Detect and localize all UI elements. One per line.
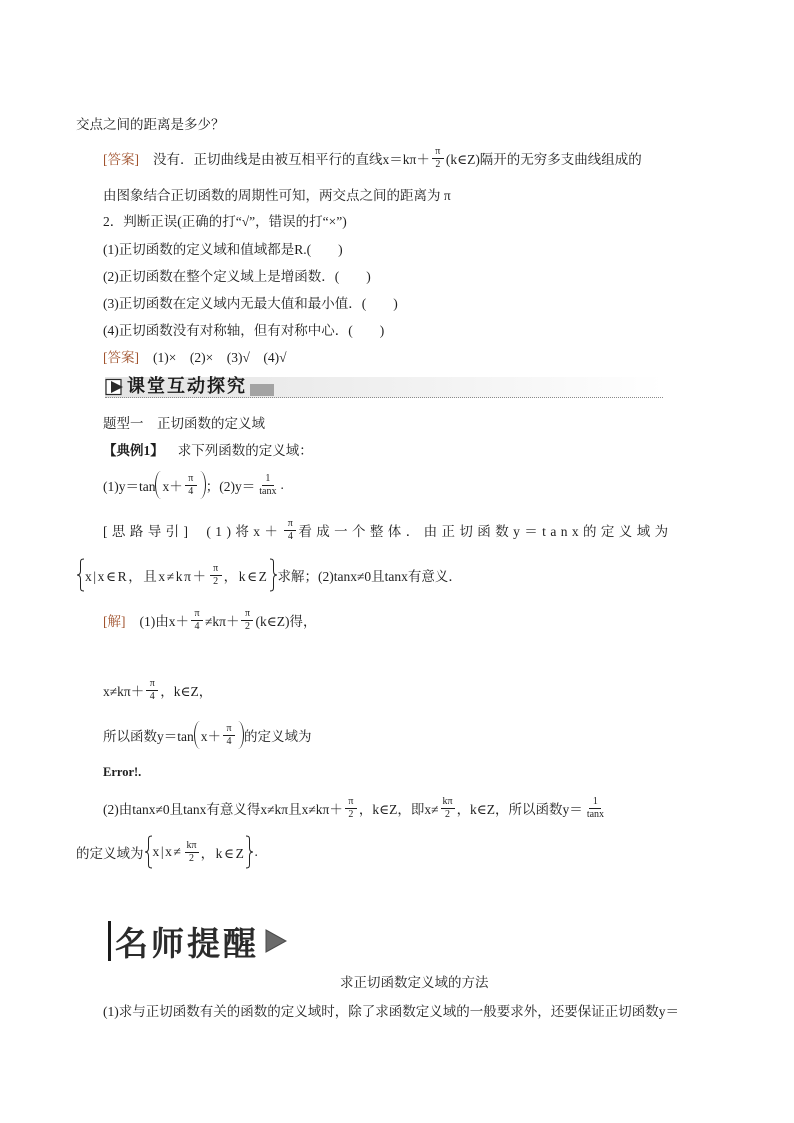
fraction-pi-over-2 — [210, 563, 222, 588]
section-banner — [105, 377, 663, 398]
solution-tag: [解] — [103, 614, 126, 629]
solution-text: (1)由x＋ — [139, 614, 189, 629]
judge-answer-line — [103, 339, 287, 373]
solution-line-3 — [103, 718, 312, 752]
fraction-kpi-over-2 — [185, 840, 199, 865]
solution-text: . — [254, 844, 258, 859]
fraction-numerator: π — [223, 723, 235, 736]
set-text: x|x∈R，且x≠kπ＋ — [85, 569, 208, 584]
fraction-denominator: 2 — [435, 158, 441, 170]
solution-text: (k∈Z)得， — [255, 614, 317, 629]
fraction-pi-over-4 — [185, 473, 197, 498]
question-text: 交点之间的距离是多少？ — [76, 117, 225, 132]
example-1-line — [103, 432, 313, 466]
fraction-denominator: 4 — [188, 485, 194, 497]
fraction-numerator: π — [210, 563, 222, 576]
fraction-numerator: π — [241, 608, 253, 621]
fraction-numerator: 1 — [589, 796, 601, 809]
right-brace — [245, 835, 254, 869]
fraction-pi-over-2 — [432, 146, 444, 171]
fraction-denominator: 4 — [149, 690, 155, 702]
left-paren — [155, 471, 161, 499]
fraction-numerator: π — [146, 678, 158, 691]
fraction-numerator: kπ — [186, 839, 197, 851]
hint-line — [103, 513, 673, 547]
fraction-pi-over-4 — [223, 723, 235, 748]
judge-title: 2．判断正误(正确的打“√”，错误的打“×”) — [103, 214, 347, 229]
math-text: ；(2)y＝ — [205, 479, 256, 494]
solution-text: x＋ — [200, 729, 221, 744]
solution-text: 的定义域为 — [244, 729, 312, 744]
hint-text: 求解；(2)tanx≠0且tanx有意义． — [277, 569, 462, 584]
fraction-pi-over-4 — [146, 678, 158, 703]
topic-title: 题型一 正切函数的定义域 — [103, 416, 265, 431]
left-paren — [194, 721, 200, 749]
math-text: . — [280, 477, 284, 492]
error-text: Error!. — [103, 764, 142, 779]
fraction-numerator: π — [345, 796, 357, 809]
fraction-denominator: 4 — [226, 735, 232, 747]
hint-text: 看成一个整体．由正切函数y＝tanx的定义域为 — [298, 524, 673, 539]
left-brace — [144, 835, 153, 869]
fraction-pi-over-2 — [345, 796, 357, 821]
fraction-pi-over-4 — [284, 518, 296, 543]
tip-heading — [108, 920, 287, 962]
example-1-functions — [103, 468, 284, 502]
right-brace — [269, 558, 278, 592]
solution-text: (2)由tanx≠0且tanx有意义得x≠kπ且x≠kπ＋ — [103, 802, 343, 817]
math-text: x＋ — [162, 479, 183, 494]
judge-item-text: (3)正切函数在定义域内无最大值和最小值．( ) — [103, 296, 398, 311]
example-prompt: 求下列函数的定义域： — [177, 443, 313, 458]
set-text: ，k∈Z — [223, 569, 269, 584]
solution-text: x≠kπ＋ — [103, 684, 145, 699]
fraction-1-over-tanx — [257, 473, 278, 498]
heading-bar — [108, 921, 111, 961]
fraction-numerator: π — [284, 518, 296, 531]
fraction-pi-over-2 — [241, 608, 253, 633]
prev-question-line — [76, 106, 225, 140]
hint-tag: [思路导引] — [103, 524, 193, 539]
banner-block — [250, 384, 274, 396]
fraction-denominator: 2 — [348, 808, 354, 820]
tip-title: 名师提醒 — [115, 923, 259, 963]
error-line — [103, 755, 141, 789]
fraction-denominator: 2 — [189, 852, 195, 864]
hint-line-2 — [76, 558, 462, 592]
math-text: (1)y＝tan — [103, 479, 156, 494]
fraction-numerator: π — [191, 608, 203, 621]
answer-text: 由图象结合正切函数的周期性可知，两交点之间的距离为 π — [103, 188, 451, 203]
fraction-kpi-over-2 — [441, 796, 455, 821]
answer-text: (k∈Z)隔开的无穷多支曲线组成的 — [445, 152, 642, 167]
answer-tag: [答案] — [103, 152, 139, 167]
set-text: x|x≠ — [152, 844, 183, 859]
play-box-icon — [105, 378, 125, 396]
tip-subtitle: 求正切函数定义域的方法 — [340, 975, 489, 990]
solution-text: ，k∈Z，即x≠ — [358, 802, 439, 817]
section-title: 课堂互动探究 — [127, 376, 247, 397]
answer-text: 没有．正切曲线是由被互相平行的直线x＝kπ＋ — [153, 152, 430, 167]
fraction-numerator: π — [185, 473, 197, 486]
fraction-denominator: tanx — [586, 808, 605, 820]
fraction-denominator: 4 — [287, 530, 293, 542]
solution-part2-line-1 — [103, 791, 608, 825]
fraction-denominator: 2 — [445, 808, 451, 820]
triangle-arrow-icon — [265, 929, 287, 953]
solution-line-2 — [103, 673, 212, 707]
judge-item-text: (1)正切函数的定义域和值域都是R.( ) — [103, 242, 343, 257]
fraction-denominator: 2 — [244, 620, 250, 632]
fraction-denominator: 4 — [194, 620, 200, 632]
set-text: ，k∈Z — [200, 846, 246, 861]
solution-text: 所以函数y＝tan — [103, 729, 194, 744]
left-brace — [76, 558, 85, 592]
judge-item-text: (2)正切函数在整个定义域上是增函数．( ) — [103, 269, 371, 284]
fraction-denominator: 2 — [213, 575, 219, 587]
solution-text: ，k∈Z， — [160, 684, 213, 699]
hint-text: (1)将x＋ — [206, 524, 283, 539]
tip-line-1 — [103, 993, 679, 1027]
fraction-pi-over-4 — [191, 608, 203, 633]
fraction-numerator: π — [432, 146, 444, 159]
solution-text: ≠kπ＋ — [205, 614, 240, 629]
fraction-numerator: kπ — [442, 795, 453, 807]
judge-item-text: (4)正切函数没有对称轴，但有对称中心．( ) — [103, 323, 385, 338]
answer-1-line — [103, 141, 642, 175]
solution-part2-line-2 — [76, 835, 258, 869]
answer-tag: [答案] — [103, 350, 139, 365]
example-tag: 【典例1】 — [103, 443, 164, 458]
fraction-numerator: 1 — [262, 473, 274, 486]
tip-text: (1)求与正切函数有关的函数的定义域时，除了求函数定义域的一般要求外，还要保证正切函数y＝ — [103, 1004, 679, 1019]
solution-line-1 — [103, 603, 316, 637]
fraction-denominator: tanx — [259, 485, 277, 497]
judge-answer-text: (1)× (2)× (3)√ (4)√ — [153, 350, 287, 365]
fraction-1-over-tanx — [585, 796, 606, 821]
solution-text: ，k∈Z，所以函数y＝ — [456, 802, 583, 817]
solution-text: 的定义域为 — [76, 846, 144, 861]
